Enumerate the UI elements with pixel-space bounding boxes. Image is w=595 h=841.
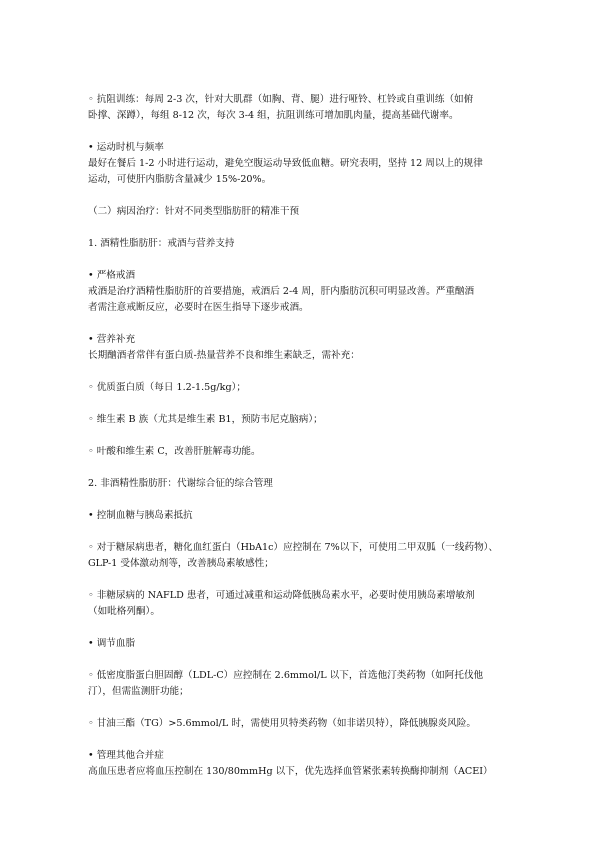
text-line: （如吡格列酮）。 — [88, 606, 160, 617]
text-line: 者需注意戒断反应，必要时在医生指导下逐步戒酒。 — [88, 302, 309, 313]
text-line: ◦ 对于糖尿病患者，糖化血红蛋白（HbA1c）应控制在 7%以下，可使用二甲双胍（一线药物）、 — [88, 542, 499, 553]
text-line: ◦ 非糖尿病的 NAFLD 患者，可通过减重和运动降低胰岛素水平，必要时使用胰岛素增敏剂 — [88, 590, 475, 601]
bullet-heading: • 运动时机与频率 — [88, 142, 164, 153]
paragraph-resistance-training — [88, 92, 508, 124]
bullet-heading: • 营养补充 — [88, 334, 136, 345]
text-line: ◦ 低密度脂蛋白胆固醇（LDL-C）应控制在 2.6mmol/L 以下，首选他汀类药物（如阿托伐他 — [88, 670, 484, 681]
subsection-heading: 2. 非酒精性脂肪肝：代谢综合征的综合管理 — [88, 478, 273, 489]
list-item: ◦ 叶酸和维生素 C，改善肝脏解毒功能。 — [88, 446, 261, 457]
paragraph-nutrition — [88, 332, 508, 364]
list-item: ◦ 维生素 B 族（尤其是维生素 B1，预防韦尼克脑病）； — [88, 414, 323, 425]
list-item — [88, 540, 508, 572]
paragraph-quit-alcohol — [88, 268, 508, 316]
list-item: ◦ 甘油三酯（TG）>5.6mmol/L 时，需使用贝特类药物（如非诺贝特），降低胰腺炎风险。 — [88, 718, 476, 729]
document-page — [88, 92, 508, 780]
text-line: 运动，可使肝内脂肪含量减少 15%-20%。 — [88, 174, 272, 185]
list-item: ◦ 优质蛋白质（每日 1.2-1.5g/kg）； — [88, 382, 246, 393]
text-line: GLP-1 受体激动剂等，改善胰岛素敏感性； — [88, 558, 274, 569]
bullet-heading: • 严格戒酒 — [88, 270, 136, 281]
bullet-heading: • 调节血脂 — [88, 638, 136, 649]
list-item — [88, 588, 508, 620]
bullet-heading: • 控制血糖与胰岛素抵抗 — [88, 510, 193, 521]
text-line: ◦ 抗阻训练：每周 2-3 次，针对大肌群（如胸、背、腿）进行哑铃、杠铃或自重训练（如俯 — [88, 94, 474, 105]
text-line: 汀），但需监测肝功能； — [88, 686, 189, 697]
subsection-heading: 1. 酒精性脂肪肝：戒酒与营养支持 — [88, 238, 235, 249]
text-line: 戒酒是治疗酒精性脂肪肝的首要措施，戒酒后 2-4 周，肝内脂肪沉积可明显改善。严重酗酒 — [88, 286, 475, 297]
paragraph-exercise-timing — [88, 140, 508, 188]
bullet-heading: • 管理其他合并症 — [88, 750, 164, 761]
list-item — [88, 668, 508, 700]
section-heading: （二）病因治疗：针对不同类型脂肪肝的精准干预 — [88, 206, 300, 217]
text-line: 高血压患者应将血压控制在 130/80mmHg 以下，优先选择血管紧张素转换酶抑制剂（ACEI） — [88, 766, 493, 777]
text-line: 最好在餐后 1-2 小时进行运动，避免空腹运动导致低血糖。研究表明，坚持 12 周以上的规律 — [88, 158, 483, 169]
paragraph-comorbidities — [88, 748, 508, 780]
text-line: 卧撑、深蹲），每组 8-12 次，每次 3-4 组，抗阻训练可增加肌肉量，提高基础代谢率。 — [88, 110, 459, 121]
text-line: 长期酗酒者常伴有蛋白质-热量营养不良和维生素缺乏，需补充： — [88, 350, 360, 361]
